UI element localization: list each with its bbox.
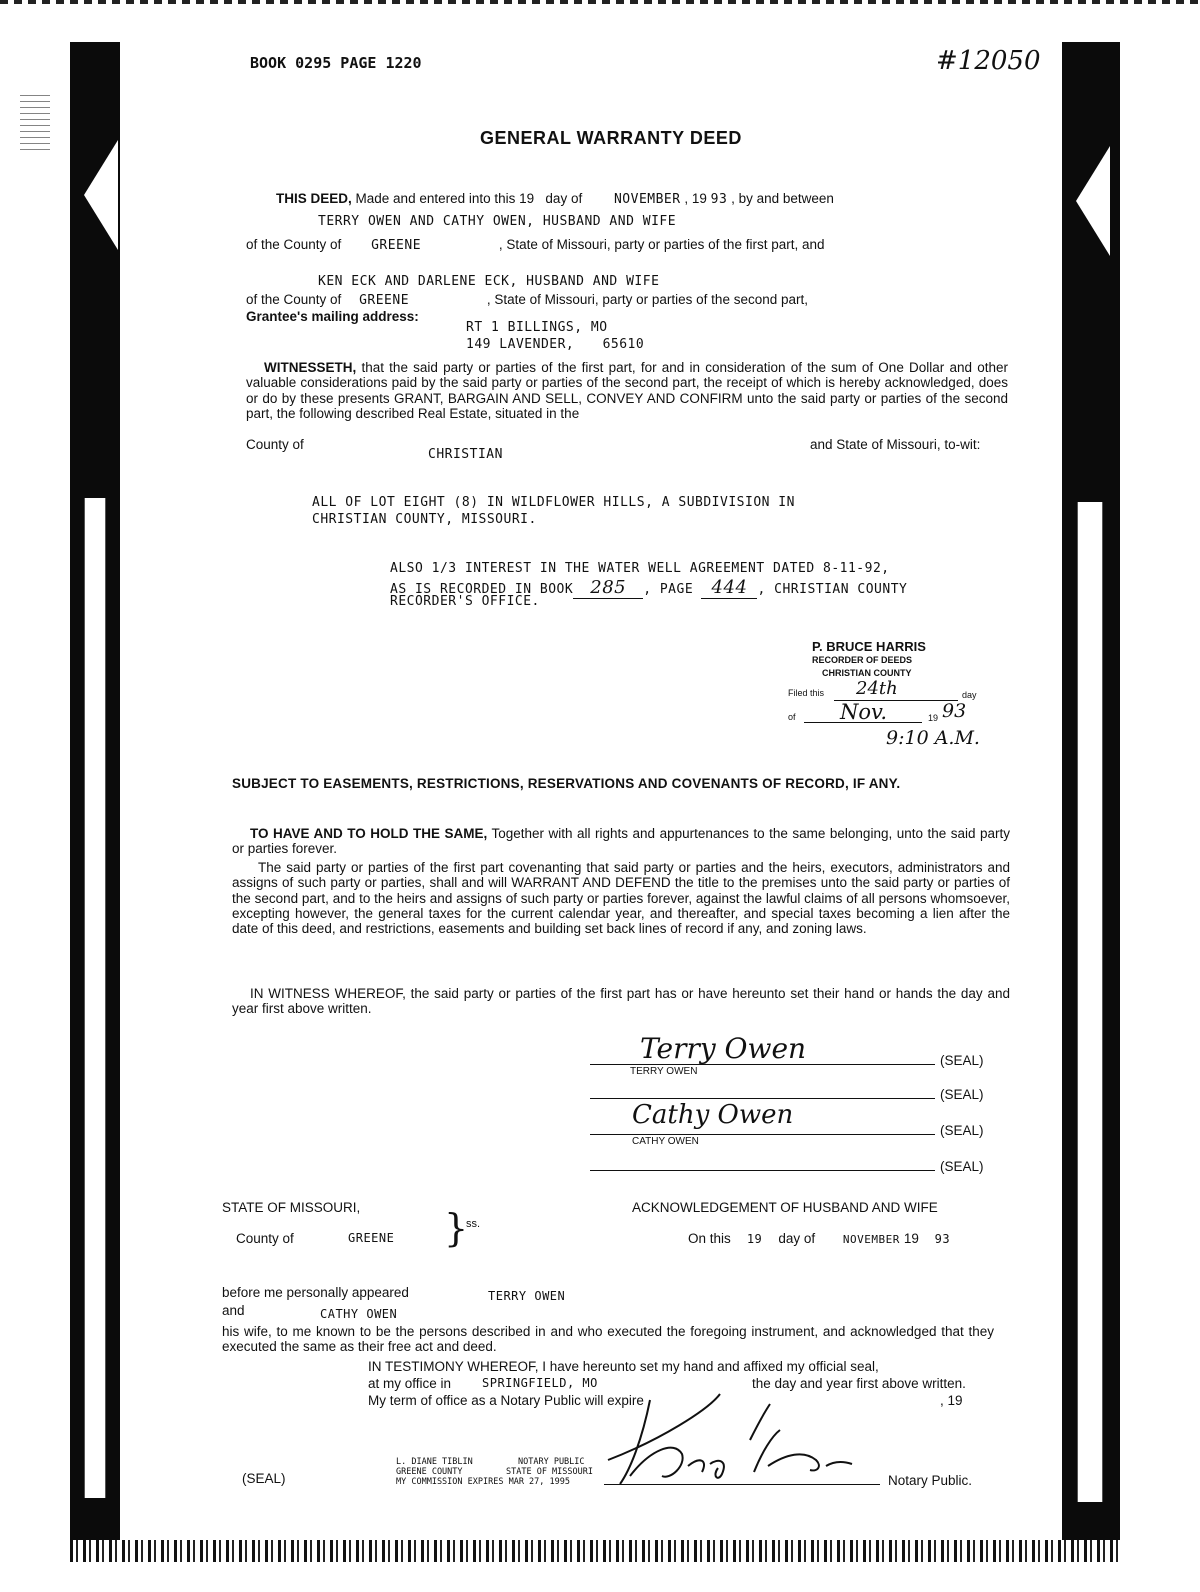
county-line-1	[246, 237, 825, 253]
ack-office: SPRINGFIELD, MO	[482, 1376, 598, 1390]
ack-on-this: On this	[688, 1231, 731, 1246]
intro-made: Made and entered into this 19	[355, 191, 535, 206]
intro-19: , 19	[684, 191, 707, 206]
book-page-stamp: BOOK 0295 PAGE 1220	[250, 54, 422, 72]
signer-name-1: TERRY OWEN	[630, 1066, 698, 1077]
ack-state: STATE OF MISSOURI,	[222, 1200, 361, 1215]
covenant-paragraph	[232, 860, 1010, 936]
ack-name-2: CATHY OWEN	[320, 1307, 398, 1321]
habendum-lead: TO HAVE AND TO HOLD THE SAME,	[250, 826, 488, 841]
grantors: TERRY OWEN AND CATHY OWEN, HUSBAND AND WIFE	[318, 214, 677, 229]
ack-county-label: County of	[236, 1231, 294, 1246]
legal-line-1: ALL OF LOT EIGHT (8) IN WILDFLOWER HILLS, A SUBDIVISION IN	[312, 495, 795, 510]
ack-day-year: the day and year first above written.	[752, 1376, 966, 1391]
recorder-county: CHRISTIAN COUNTY	[822, 668, 912, 678]
recorded-book-number: 285	[573, 577, 643, 599]
scan-left-margin-marks	[20, 90, 50, 150]
also-line-1: ALSO 1/3 INTEREST IN THE WATER WELL AGREEMENT DATED 8-11-92,	[390, 561, 890, 576]
seal-1: (SEAL)	[940, 1053, 984, 1068]
ack-title: ACKNOWLEDGEMENT OF HUSBAND AND WIFE	[632, 1200, 938, 1215]
signature-cathy: Cathy Owen	[632, 1100, 794, 1130]
ack-month: NOVEMBER	[842, 1233, 900, 1246]
mailing-address-1: RT 1 BILLINGS, MO	[466, 320, 608, 335]
ack-19: 19	[903, 1231, 919, 1246]
this-deed-lead: THIS DEED,	[276, 191, 352, 206]
witnesseth-lead: WITNESSETH,	[264, 360, 357, 375]
first-part-text: , State of Missouri, party or parties of the first part, and	[498, 237, 825, 252]
seal-4: (SEAL)	[940, 1159, 984, 1174]
ack-term-year: , 19	[940, 1393, 963, 1408]
signature-line-2	[590, 1098, 935, 1099]
ack-day-of: day of	[778, 1231, 816, 1246]
witness-whereof-text: IN WITNESS WHEREOF, the said party or parties of the first part has or have hereunto set their hand or hands the day and year first above written.	[232, 986, 1010, 1017]
notary-public-label: Notary Public.	[888, 1473, 973, 1488]
mailing-address-2	[466, 337, 644, 352]
grantor-county: GREENE	[371, 238, 422, 253]
state-tail: and State of Missouri, to-wit:	[810, 437, 981, 452]
notary-stamp-name: L. DIANE TIBLIN	[396, 1457, 473, 1467]
scan-left-arrow-icon	[84, 140, 118, 250]
county-of-label: County of	[246, 437, 304, 452]
ack-day: 19	[746, 1232, 763, 1246]
ack-term: My term of office as a Notary Public will expire	[368, 1393, 644, 1408]
recorder-title: RECORDER OF DEEDS	[812, 655, 913, 665]
scan-bottom-noise	[70, 1540, 1120, 1562]
ack-ss: ss.	[466, 1218, 481, 1230]
signature-line-3	[590, 1134, 935, 1135]
deed-month: NOVEMBER	[613, 192, 681, 207]
seal-3: (SEAL)	[940, 1123, 984, 1138]
ack-name-1: TERRY OWEN	[488, 1289, 566, 1303]
intro-between: , by and between	[731, 191, 834, 206]
filed-day: 24th	[856, 678, 898, 699]
also-line-3: RECORDER'S OFFICE.	[390, 594, 540, 609]
scan-right-arrow-icon	[1076, 146, 1110, 256]
habendum-paragraph	[232, 826, 1010, 857]
scan-left-light-strip	[84, 498, 106, 1498]
ack-testimony: IN TESTIMONY WHEREOF, I have hereunto set my hand and affixed my official seal,	[368, 1359, 879, 1374]
document-number: #12050	[936, 46, 1041, 76]
street: 149 LAVENDER,	[466, 337, 575, 352]
recorder-name: P. BRUCE HARRIS	[812, 639, 926, 654]
ack-date-line	[688, 1231, 950, 1246]
filed-this-label: Filed this	[788, 688, 825, 698]
filed-of-label: of	[788, 712, 796, 722]
intro-line-1	[276, 191, 834, 207]
ack-body-text: his wife, to me known to be the persons described in and who executed the foregoing instrument, and acknowledged that they executed the same as their free act and deed.	[222, 1324, 994, 1355]
grantee-county: GREENE	[359, 293, 410, 308]
covenant-text: The said party or parties of the first part covenanting that said party or parties and the heirs, executors, administrators and assigns of such party or parties, shall and will WARRANT AND DEFEND the title to the premises unto the said party or parties of the second part, and to the heirs and assigns of such party or parties forever, against the lawful claims of all persons whomsoever, excepting however, the general taxes for the current calendar year, and thereafter, and special taxes becoming a lien after the date of this deed, and restrictions, easements and building set back lines of record if any, and zoning laws.	[232, 860, 1010, 937]
zip: 65610	[602, 337, 645, 352]
notary-stamp-title: NOTARY PUBLIC	[518, 1457, 585, 1467]
signer-name-2: CATHY OWEN	[632, 1136, 699, 1147]
ack-and: and	[222, 1303, 245, 1318]
filed-day-label: day	[962, 690, 977, 700]
filed-month: Nov.	[840, 700, 888, 724]
filed-year: 93	[942, 700, 967, 722]
filed-year-prefix: 19	[928, 713, 939, 723]
property-county: CHRISTIAN	[428, 447, 503, 462]
ack-county: GREENE	[348, 1231, 395, 1245]
second-part-text: , State of Missouri, party or parties of the second part,	[486, 292, 808, 307]
county-label-2: of the County of	[246, 292, 342, 307]
notary-stamp-county: GREENE COUNTY	[396, 1467, 463, 1477]
ack-office-label: at my office in	[368, 1376, 452, 1391]
notary-stamp	[396, 1457, 593, 1487]
signature-line-4	[590, 1170, 935, 1171]
witness-whereof-paragraph	[232, 986, 1010, 1017]
witnesseth-paragraph	[246, 360, 1008, 421]
notary-signature	[590, 1380, 890, 1490]
ack-year: 93	[934, 1232, 951, 1246]
document-title: GENERAL WARRANTY DEED	[480, 128, 742, 148]
notary-seal-label: (SEAL)	[242, 1471, 286, 1486]
page-label: , PAGE	[643, 582, 694, 597]
filed-time: 9:10 A.M.	[886, 727, 980, 749]
subject-to-clause: SUBJECT TO EASEMENTS, RESTRICTIONS, RESERVATIONS AND COVENANTS OF RECORD, IF ANY.	[232, 776, 901, 791]
christian-county: , CHRISTIAN COUNTY	[757, 582, 908, 597]
witnesseth-text: that the said party or parties of the first part, for and in consideration of the sum of One Dollar and other valuable considerations paid by the said party or parties of the second part, the receipt of which is hereby acknowledged, does or do by these presents GRANT, BARGAIN AND SELL, CONVEY AND CONFIRM unto the said party or parties of the second part, the following described Real Estate, situated in the	[246, 360, 1008, 421]
legal-line-2: CHRISTIAN COUNTY, MISSOURI.	[312, 512, 537, 527]
ack-brace: }	[444, 1206, 469, 1250]
scan-top-edge	[0, 0, 1200, 4]
county-label: of the County of	[246, 237, 342, 252]
ack-appeared-label: before me personally appeared	[222, 1285, 409, 1300]
mailing-label: Grantee's mailing address:	[246, 309, 419, 324]
notary-stamp-expiry: MY COMMISSION EXPIRES MAR 27, 1995	[396, 1477, 570, 1487]
ack-body	[222, 1324, 994, 1355]
grantees: KEN ECK AND DARLENE ECK, HUSBAND AND WIFE	[318, 274, 660, 289]
recorded-in-book: AS IS RECORDED IN BOOK	[390, 582, 574, 597]
deed-year: 93	[710, 192, 728, 207]
notary-stamp-state: STATE OF MISSOURI	[506, 1467, 593, 1477]
signature-terry: Terry Owen	[640, 1032, 807, 1065]
scan-right-light-strip	[1077, 502, 1103, 1502]
habendum-text: Together with all rights and appurtenances to the same belonging, unto the said party or parties forever.	[232, 826, 1011, 857]
seal-2: (SEAL)	[940, 1087, 984, 1102]
county-line-2	[246, 292, 808, 308]
recorded-page-number: 444	[701, 577, 757, 599]
intro-day-of: day of	[545, 191, 583, 206]
